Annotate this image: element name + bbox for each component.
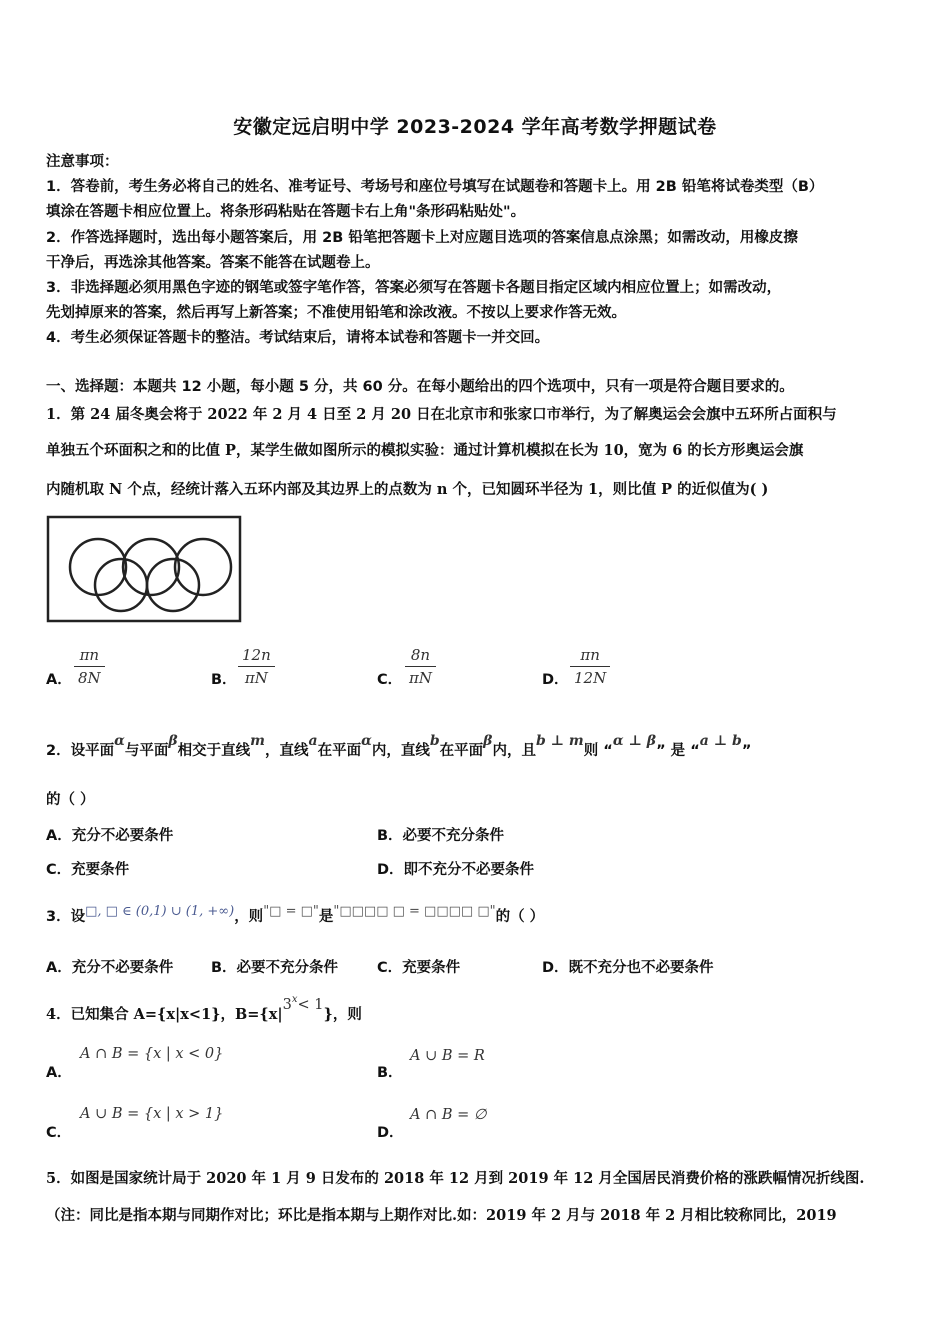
q2-option-b: B．必要不充分条件: [377, 828, 505, 844]
q2-alpha-2: α: [361, 733, 372, 749]
q1-option-a-label: A．: [46, 672, 72, 688]
q3-math-equal: "□ = □": [263, 904, 319, 919]
q2-text-1: 2．设平面: [46, 743, 115, 759]
ring-top-right: [175, 539, 231, 595]
q3-stem: [46, 904, 545, 928]
ring-top-left: [70, 539, 126, 595]
q2-text-4: ，直线: [265, 743, 309, 759]
q2-m: m: [250, 733, 265, 749]
q1-option-c-num: 8n: [405, 646, 436, 667]
q2-text-3: 相交于直线: [177, 743, 251, 759]
q3-math-domain: □, □ ∈ (0,1) ∪ (1, +∞): [85, 904, 235, 919]
q4-option-b-math: A ∪ B = R: [410, 1048, 485, 1064]
q1-option-c-den: πN: [409, 669, 432, 687]
q2-stem: [46, 733, 752, 761]
notice-line-6: 先划掉原来的答案，然后再写上新答案；不准使用铅笔和涂改液。不按以上要求作答无效。: [46, 305, 626, 321]
q2-beta-2: β: [483, 733, 493, 749]
q4-stem: [46, 994, 362, 1024]
notice-line-5: 3．非选择题必须用黑色字迹的钢笔或签字笔作答，答案必须写在答题卡各题目指定区域内相应位置上；如需改动，: [46, 280, 782, 296]
q4-less: < 1: [297, 997, 324, 1013]
q1-option-a-fraction: [74, 646, 105, 687]
section-heading: 一、选择题：本题共 12 小题，每小题 5 分，共 60 分。在每小题给出的四个选项中，只有一项是符合题目要求的。: [46, 379, 794, 395]
notice-line-1: 1．答卷前，考生务必将自己的姓名、准考证号、考场号和座位号填写在试题卷和答题卡上。用 2B 铅笔将试卷类型（B）: [46, 179, 824, 195]
q5-line-1: 5．如图是国家统计局于 2020 年 1 月 9 日发布的 2018 年 12 月到 2019 年 12 月全国居民消费价格的涨跌幅情况折线图.: [46, 1170, 865, 1187]
q3-option-b: B．必要不充分条件: [211, 960, 339, 976]
q1-option-c-fraction: [405, 646, 436, 687]
q2-text-5: 在平面: [317, 743, 362, 759]
q3-text-4: 的（ ）: [495, 909, 545, 925]
olympic-flag-figure: [46, 515, 242, 623]
q4-base: 3: [282, 997, 292, 1013]
q3-text-2: ，则: [234, 909, 264, 925]
q2-text-9: 则 “: [583, 743, 613, 759]
q2-alpha: α: [114, 733, 125, 749]
notice-line-2: 填涂在答题卡相应位置上。将条形码粘贴在答题卡右上角"条形码粘贴处"。: [46, 204, 526, 220]
q2-b: b: [429, 733, 440, 749]
q1-option-b-fraction: [238, 646, 275, 687]
q2-b-perp-m: b ⊥ m: [535, 733, 584, 749]
q2-option-a: A．充分不必要条件: [46, 828, 174, 844]
q1-option-d-num: πn: [570, 646, 610, 667]
q2-stem-end: 的（ ）: [46, 792, 95, 808]
q2-option-c: C．充要条件: [46, 862, 130, 878]
q1-option-d-fraction: [570, 646, 610, 687]
notice-line-3: 2．作答选择题时，选出每小题答案后，用 2B 铅笔把答题卡上对应题目选项的答案信息点涂黑；如需改动，用橡皮擦: [46, 230, 798, 246]
q3-option-d: D．既不充分也不必要条件: [542, 960, 714, 976]
q2-alpha-perp-beta: α ⊥ β: [612, 733, 657, 749]
q4-option-c-label: C．: [46, 1125, 72, 1141]
q5-line-2: （注：同比是指本期与同期作对比；环比是指本期与上期作对比.如：2019 年 2 月与 2018 年 2 月相比较称同比，2019: [46, 1207, 837, 1224]
q1-line-2: 单独五个环面积之和的比值 P，某学生做如图所示的模拟实验：通过计算机模拟在长为 10，宽为 6 的长方形奥运会旗: [46, 442, 804, 459]
q3-option-a: A．充分不必要条件: [46, 960, 174, 976]
q1-option-b-num: 12n: [238, 646, 275, 667]
q2-text-6: 内，直线: [371, 743, 430, 759]
q1-line-3: 内随机取 N 个点，经统计落入五环内部及其边界上的点数为 n 个，已知圆环半径为 1，则比值 P 的近似值为( ): [46, 481, 769, 498]
q2-a: a: [308, 733, 318, 749]
notice-line-4: 干净后，再选涂其他答案。答案不能答在试题卷上。: [46, 255, 380, 271]
q4-option-d-label: D．: [377, 1125, 404, 1141]
flag-rectangle: [48, 517, 240, 621]
q2-text-7: 在平面: [439, 743, 484, 759]
q4-option-a-math: A ∩ B = {x | x < 0}: [80, 1046, 224, 1062]
notice-heading: 注意事项：: [46, 154, 119, 170]
q2-text-2: 与平面: [124, 743, 169, 759]
q4-exponent: x: [291, 994, 298, 1005]
page-title: 安徽定远启明中学 2023-2024 学年高考数学押题试卷: [233, 116, 717, 138]
q3-option-c: C．充要条件: [377, 960, 461, 976]
q1-option-c-label: C．: [377, 672, 403, 688]
q1-option-b-den: πN: [244, 669, 268, 687]
q1-option-a-den: 8N: [78, 669, 101, 687]
q2-option-d: D．即不充分不必要条件: [377, 862, 535, 878]
q1-option-a-num: πn: [74, 646, 105, 667]
q1-option-d-label: D．: [542, 672, 569, 688]
q4-option-d-math: A ∩ B = ∅: [410, 1107, 487, 1123]
q3-text-1: 3．设: [46, 909, 86, 925]
q4-option-a-label: A．: [46, 1065, 72, 1081]
q1-option-b-label: B．: [211, 672, 237, 688]
q2-beta: β: [168, 733, 178, 749]
q4-option-b-label: B．: [377, 1065, 403, 1081]
q2-a-perp-b: a ⊥ b: [699, 733, 742, 749]
q4-option-c-math: A ∪ B = {x | x > 1}: [80, 1106, 224, 1122]
q2-text-8: 内，且: [492, 743, 536, 759]
q2-text-11: ”: [741, 743, 752, 759]
q4-text-2: }，则: [323, 1006, 362, 1023]
q1-option-d-den: 12N: [574, 669, 607, 687]
q3-math-log: "□□□□ □ = □□□□ □": [333, 904, 496, 919]
notice-line-7: 4．考生必须保证答题卡的整洁。考试结束后，请将本试卷和答题卡一并交回。: [46, 330, 550, 346]
q1-line-1: 1．第 24 届冬奥会将于 2022 年 2 月 4 日至 2 月 20 日在北京市和张家口市举行，为了解奥运会会旗中五环所占面积与: [46, 406, 837, 423]
q2-text-10: ” 是 “: [656, 743, 700, 759]
q4-text-1: 4．已知集合 A={x|x<1}，B={x|: [46, 1006, 283, 1023]
q3-text-3: 是: [318, 909, 334, 925]
ring-top-middle: [123, 539, 179, 595]
